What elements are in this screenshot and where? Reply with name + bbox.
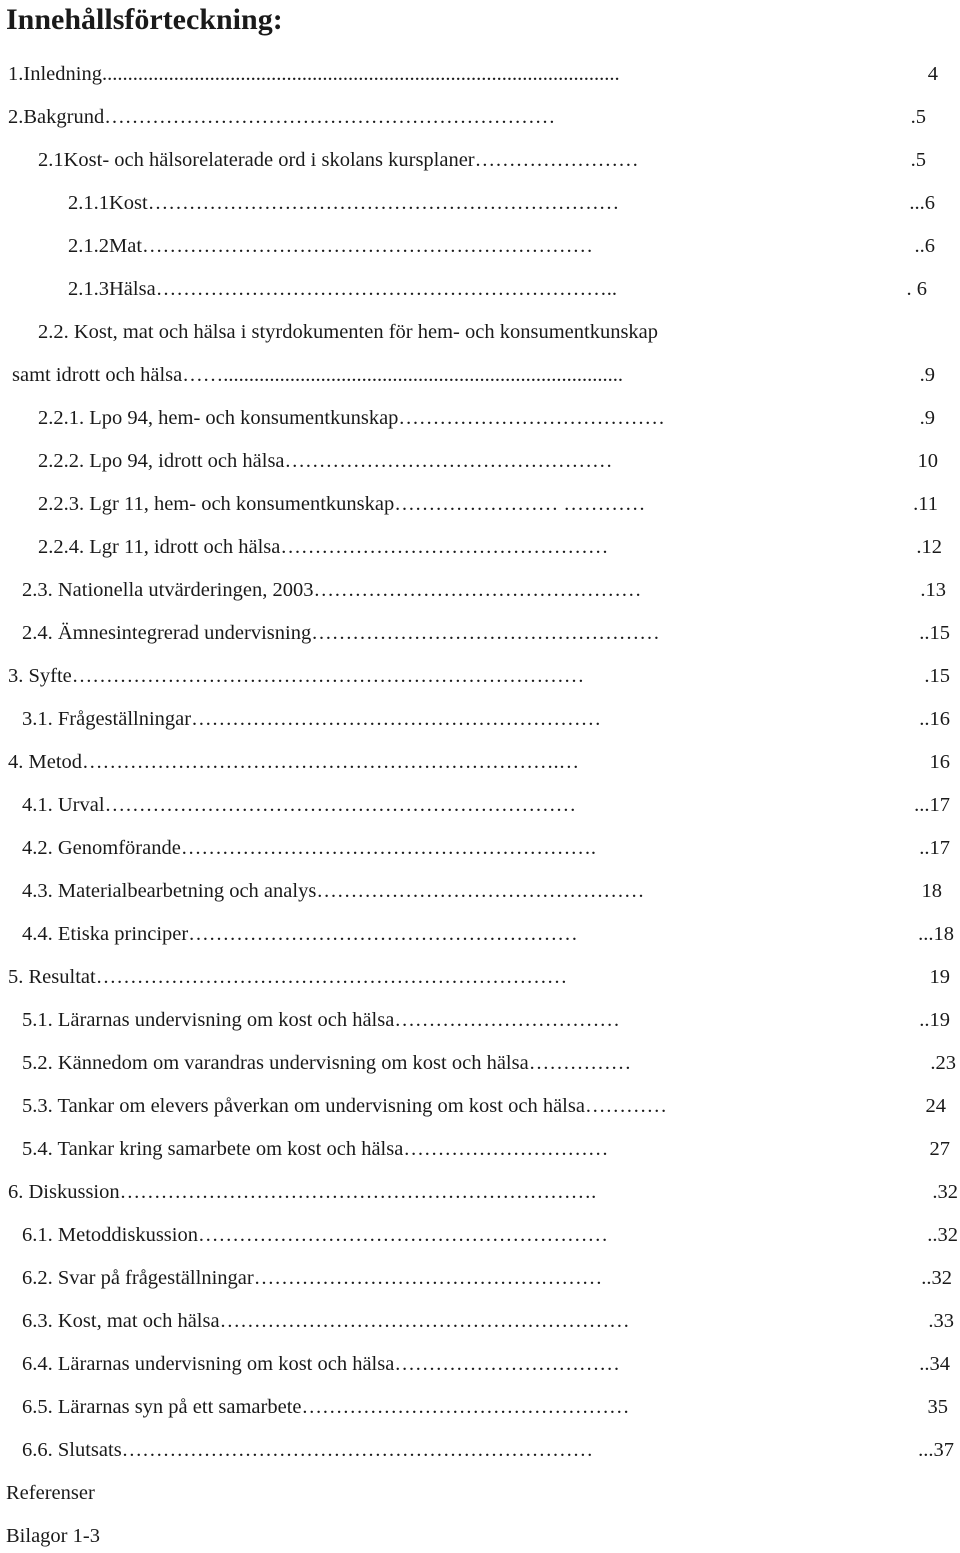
- toc-entry[interactable]: [22, 618, 950, 648]
- toc-entry[interactable]: [8, 962, 950, 992]
- toc-entry-leader: ……………………………………………………: [191, 708, 602, 730]
- toc-entry-label: 5.3. Tankar om elevers påverkan om undervisning om kost och hälsa: [22, 1095, 585, 1117]
- page-title: Innehållsförteckning:: [6, 3, 283, 36]
- toc-entry-label: 1.Inledning: [8, 63, 102, 85]
- toc-entry-leader: …………………………………: [398, 407, 665, 429]
- toc-entry-leader: .....................................................................................................: [101, 63, 620, 85]
- toc-entry[interactable]: [22, 1134, 950, 1164]
- appendix-heading[interactable]: Bilagor 1-3: [6, 1525, 100, 1547]
- toc-entry-leader: …………………………………………………………………: [71, 665, 585, 687]
- toc-entry[interactable]: [8, 1177, 958, 1207]
- toc-entry-leader: ……………………………………………: [311, 622, 660, 644]
- toc-entry-leader: …………………………………………: [301, 1396, 630, 1418]
- toc-entry-label: 2.2.1. Lpo 94, hem- och konsumentkunskap: [38, 407, 399, 429]
- toc-entry-label: 4.1. Urval: [22, 794, 105, 816]
- toc-entry[interactable]: [22, 876, 942, 906]
- toc-entry-page: .9: [919, 364, 935, 386]
- toc-entry-page: .11: [913, 493, 938, 515]
- toc-entry[interactable]: [22, 1435, 954, 1465]
- toc-entry-page: .9: [919, 407, 935, 429]
- toc-entry-page: 16: [929, 751, 950, 773]
- toc-entry-page: . 6: [906, 278, 927, 300]
- toc-entry-label: 6.2. Svar på frågeställningar: [22, 1267, 254, 1289]
- toc-entry-page: .5: [910, 106, 926, 128]
- toc-entry[interactable]: [22, 1392, 948, 1422]
- toc-entry[interactable]: [8, 747, 950, 777]
- toc-entry-page: 27: [929, 1138, 950, 1160]
- toc-entry-leader: ……………………: [474, 149, 639, 171]
- toc-entry-label: 2.1.1Kost: [68, 192, 148, 214]
- toc-entry-leader: ……………………………………………………………: [104, 794, 577, 816]
- toc-entry-page: .13: [920, 579, 946, 601]
- toc-entry[interactable]: [68, 274, 927, 304]
- toc-entry[interactable]: [8, 59, 938, 89]
- toc-entry-leader: …………………………………………: [280, 536, 609, 558]
- toc-entry[interactable]: [38, 532, 942, 562]
- toc-entry-leader: ……………………………: [394, 1353, 620, 1375]
- toc-entry-leader: ……………………………: [394, 1009, 620, 1031]
- toc-entry-page: .33: [928, 1310, 954, 1332]
- toc-entry-leader: …………………………………………: [313, 579, 642, 601]
- toc-entry-label: 5.1. Lärarnas undervisning om kost och hälsa: [22, 1009, 395, 1031]
- toc-entry-page: 35: [927, 1396, 948, 1418]
- toc-entry[interactable]: [12, 360, 935, 390]
- toc-entry-leader: …………………………………………………….: [180, 837, 596, 859]
- toc-entry-page: .15: [924, 665, 950, 687]
- toc-entry-label: 5. Resultat: [8, 966, 96, 988]
- toc-entry-label: 6.1. Metoddiskussion: [22, 1224, 198, 1246]
- references-heading[interactable]: Referenser: [6, 1482, 95, 1504]
- toc-entry-label: 2.2.3. Lgr 11, hem- och konsumentkunskap: [38, 493, 395, 515]
- toc-entry-label: 2.2. Kost, mat och hälsa i styrdokumenten för hem- och konsumentkunskap: [38, 321, 659, 343]
- toc-entry[interactable]: [22, 1091, 946, 1121]
- toc-entry-leader: …………………………………………………………..: [155, 278, 617, 300]
- toc-entry-label: 5.4. Tankar kring samarbete om kost och hälsa: [22, 1138, 404, 1160]
- toc-entry[interactable]: [38, 446, 938, 476]
- toc-entry-page: ...17: [914, 794, 950, 816]
- toc-entry-leader: ……………………………………………………………: [121, 1439, 594, 1461]
- toc-entry[interactable]: [38, 489, 938, 519]
- toc-entry-leader: …………: [584, 1095, 667, 1117]
- toc-entry-label: 2.Bakgrund: [8, 106, 105, 128]
- toc-entry-page: 24: [925, 1095, 946, 1117]
- toc-entry-leader: ……………………………………………………………: [95, 966, 568, 988]
- toc-entry-label: 2.1Kost- och hälsorelaterade ord i skolans kursplaner: [38, 149, 475, 171]
- toc-entry-page: 4: [927, 63, 938, 85]
- toc-entry-label: 6. Diskussion: [8, 1181, 120, 1203]
- toc-entry[interactable]: [8, 661, 950, 691]
- toc-entry-leader: …………………………: [403, 1138, 609, 1160]
- toc-entry-label: 5.2. Kännedom om varandras undervisning om kost och hälsa: [22, 1052, 529, 1074]
- toc-entry-label: 3.1. Frågeställningar: [22, 708, 192, 730]
- toc-entry-page: ..32: [921, 1267, 952, 1289]
- toc-entry-page: ...18: [918, 923, 954, 945]
- toc-entry-label: 2.2.4. Lgr 11, idrott och hälsa: [38, 536, 281, 558]
- toc-entry[interactable]: [38, 403, 935, 433]
- toc-entry-label: 4.4. Etiska principer: [22, 923, 189, 945]
- toc-entry-page: .12: [916, 536, 942, 558]
- toc-entry-label: 6.5. Lärarnas syn på ett samarbete: [22, 1396, 302, 1418]
- toc-entry-label: 4. Metod: [8, 751, 83, 773]
- toc-entry-label: 3. Syfte: [8, 665, 72, 687]
- toc-entry-page: ..32: [927, 1224, 958, 1246]
- toc-entry-label: 2.4. Ämnesintegrerad undervisning: [22, 622, 312, 644]
- toc-entry-label: samt idrott och hälsa: [12, 364, 183, 386]
- toc-entry-page: ..6: [914, 235, 935, 257]
- toc-entry-page: .23: [930, 1052, 956, 1074]
- toc-entry[interactable]: [22, 1349, 950, 1379]
- toc-entry-page: ...6: [909, 192, 935, 214]
- toc-entry-leader: …………………………………………………: [188, 923, 578, 945]
- toc-entry-label: 2.2.2. Lpo 94, idrott och hälsa: [38, 450, 285, 472]
- toc-entry-leader: …………………………………………: [316, 880, 645, 902]
- toc-entry-leader: …………………………………………………………….: [119, 1181, 597, 1203]
- toc-entry-page: ..34: [919, 1353, 950, 1375]
- toc-entry-label: 2.1.2Mat: [68, 235, 143, 257]
- toc-entry-leader: …………………… …………: [394, 493, 646, 515]
- toc-entry[interactable]: [22, 790, 950, 820]
- toc-entry-leader: …………………………………………: [284, 450, 613, 472]
- toc-entry[interactable]: [22, 575, 946, 605]
- toc-entry-page: .32: [932, 1181, 958, 1203]
- toc-entry[interactable]: [38, 145, 926, 175]
- toc-entry-leader: ……………………………………………………: [197, 1224, 608, 1246]
- toc-entry-page: ..15: [919, 622, 950, 644]
- toc-entry-leader: …………………………………………………………: [142, 235, 594, 257]
- toc-entry-label: 6.4. Lärarnas undervisning om kost och hälsa: [22, 1353, 395, 1375]
- toc-entry-leader: ……………………………………………………: [219, 1310, 630, 1332]
- toc-entry-page: .5: [910, 149, 926, 171]
- toc-entry[interactable]: [68, 188, 935, 218]
- toc-entry-label: 2.1.3Hälsa: [68, 278, 156, 300]
- toc-entry-leader: …………………………………………………………….…: [82, 751, 580, 773]
- toc-entry-page: ...37: [918, 1439, 954, 1461]
- toc-entry[interactable]: [22, 1306, 954, 1336]
- toc-entry-label: 4.2. Genomförande: [22, 837, 181, 859]
- toc-entry-page: ..19: [919, 1009, 950, 1031]
- toc-entry-page: 19: [929, 966, 950, 988]
- toc-entry[interactable]: [8, 102, 926, 132]
- toc-entry[interactable]: [22, 833, 950, 863]
- toc-entry-leader: ……………………………………………: [253, 1267, 603, 1289]
- toc-entry-leader: ……………………………………………………………: [147, 192, 620, 214]
- toc-entry[interactable]: [22, 1263, 952, 1293]
- toc-entry[interactable]: [22, 1005, 950, 1035]
- toc-entry[interactable]: [22, 704, 950, 734]
- toc-entry-leader: ……..............................................................................: [182, 364, 623, 386]
- toc-entry-label: 4.3. Materialbearbetning och analys: [22, 880, 317, 902]
- toc-entry-label: 2.3. Nationella utvärderingen, 2003: [22, 579, 314, 601]
- toc-entry-page: 18: [921, 880, 942, 902]
- toc-entry[interactable]: [22, 1220, 958, 1250]
- toc-entry[interactable]: [38, 317, 658, 347]
- toc-entry-label: 6.3. Kost, mat och hälsa: [22, 1310, 220, 1332]
- toc-entry-label: 6.6. Slutsats: [22, 1439, 122, 1461]
- toc-entry[interactable]: [68, 231, 935, 261]
- toc-entry[interactable]: [22, 1048, 956, 1078]
- toc-entry-page: ..16: [919, 708, 950, 730]
- toc-entry-page: 10: [917, 450, 938, 472]
- toc-entry[interactable]: [22, 919, 954, 949]
- toc-entry-leader: …………………………………………………………: [104, 106, 556, 128]
- toc-entry-leader: ……………: [528, 1052, 632, 1074]
- toc-entry-page: ..17: [919, 837, 950, 859]
